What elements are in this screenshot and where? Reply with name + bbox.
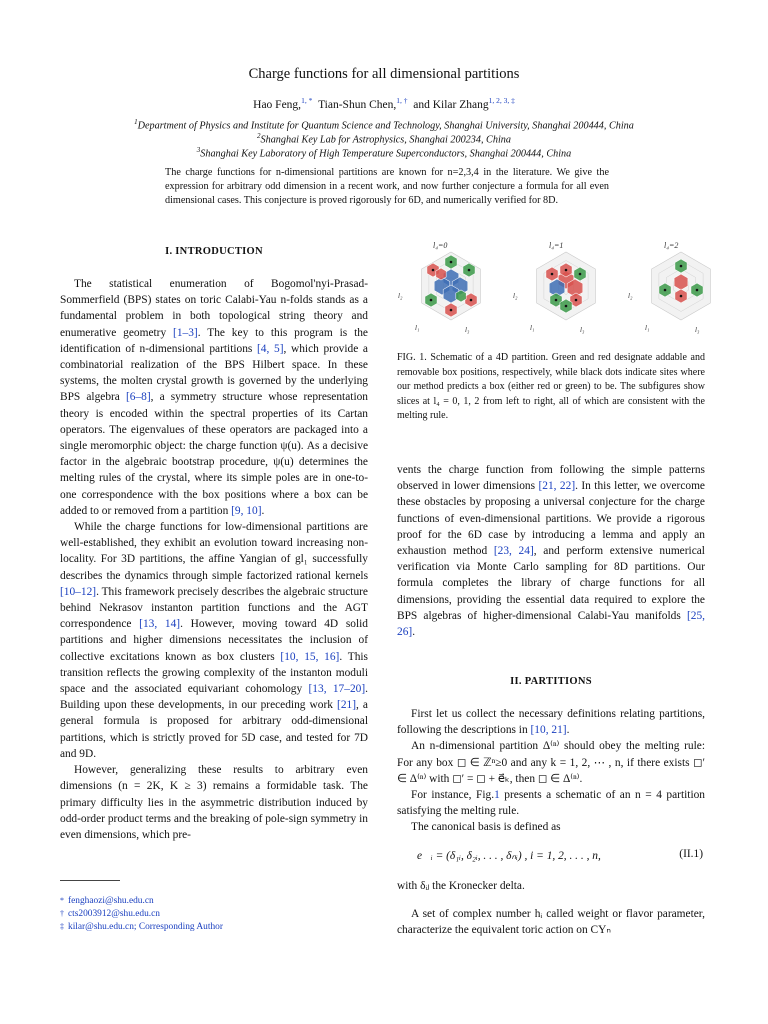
predicted-site-dot xyxy=(680,265,683,268)
right-column-top xyxy=(397,462,705,640)
predicted-site-dot xyxy=(450,309,453,312)
equation-body: e⃗ᵢ = (δ₁ᵢ, δ₂ᵢ, . . . , δₙᵢ) , i = 1, 2, . . . , n, xyxy=(417,850,601,862)
axis-label-l3: l₃ xyxy=(465,326,470,334)
figure-caption: FIG. 1. Schematic of a 4D partition. Green and red designate addable and removable box positions, respectively, while black dots indicate sites where our method predicts a box (either red or green) to be. The subfigures show slices at l₄ = 0, 1, 2 from left to right, all of which are consistent with the melting rule. xyxy=(397,352,705,422)
predicted-site-dot xyxy=(664,289,667,292)
predicted-site-dot xyxy=(579,273,582,276)
equation-number: (II.1) xyxy=(679,848,703,860)
axis-label-l3: l₃ xyxy=(695,326,700,334)
affiliation-2: $^2$Shanghai Key Lab for Astrophysics, Shanghai 200234, China xyxy=(257,132,511,146)
figure-panel-l4-0 xyxy=(395,240,507,336)
citation-link[interactable]: [6–8] xyxy=(125,391,151,404)
author-1-marks: 1, * xyxy=(301,96,313,105)
paper-title: Charge functions for all dimensional partitions xyxy=(248,66,520,82)
kronecker-line: with δᵢⱼ the Kronecker delta. xyxy=(397,880,525,892)
axis-label-l3: l₃ xyxy=(580,326,585,334)
predicted-site-dot xyxy=(430,299,433,302)
citation-link[interactable]: [13, 17–20] xyxy=(308,683,366,696)
predicted-site-dot xyxy=(575,299,578,302)
predicted-site-dot xyxy=(696,289,699,292)
citation-link[interactable]: [21, 22] xyxy=(538,480,576,493)
footnote-3[interactable]: ‡ kilar@shu.edu.cn; Corresponding Author xyxy=(60,922,223,932)
red-box xyxy=(436,268,446,280)
intro-paragraph-1: The statistical enumeration of Bogomol'nyi-Prasad-Sommerfield (BPS) states on toric Calabi-Yau n-folds stands as a fundamental problem in both topological string theory and enumerative geometry [1–3]. The key to this program is the identification of n-dimensional partitions [4, 5], which provide a combinatorial realization of the BPS Hilbert space. In these systems, the molten crystal growth is governed by the underlying BPS algebra [6–8], a symmetry structure whose representation theory is encoded within the spectral properties of its Cartan operators. The eigenvalues of these operators are packaged into a single meromorphic object: the charge function ψ(u). As a decisive factor in the algebraic bootstrap procedure, ψ(u) determines the melting rules of the crystal, where its simple poles are in one-to-one correspondence with the box positions where a box can be added to or removed from a partition [9, 10]. xyxy=(60,278,368,517)
predicted-site-dot xyxy=(555,299,558,302)
footnote-2[interactable]: † cts2003912@shu.edu.cn xyxy=(60,909,160,919)
weights-paragraph: A set of complex number hᵢ called weight or flavor parameter, characterize the equivalent toric action on CYₙ xyxy=(397,908,705,937)
axis-label-l2: l₂ xyxy=(513,292,518,300)
predicted-site-dot xyxy=(432,269,435,272)
author-3: Kilar Zhang xyxy=(432,98,489,111)
predicted-site-dot xyxy=(468,269,471,272)
partitions-paragraph-2: An n-dimensional partition Δ⁽ⁿ⁾ should obey the melting rule: For any box ◻ ∈ ℤⁿ≥0 and any k = 1, 2, ⋯ , n, if there exists ◻′ ∈ Δ⁽ⁿ⁾ with ◻′ = ◻ + e⃗ₖ, then ◻ ∈ Δ⁽ⁿ⁾. xyxy=(397,740,705,785)
axis-label-l1: l₁ xyxy=(645,324,650,332)
green-box xyxy=(456,290,466,302)
panel-label-1: l₄=1 xyxy=(549,241,564,250)
section-heading-introduction: I. INTRODUCTION xyxy=(165,246,263,257)
right-paragraph-1: vents the charge function from following the simple patterns observed in lower dimensions [21, 22]. In this letter, we overcome these obstacles by proposing a universal conjecture for the charge functions of even-dimensional partitions. We provide a rigorous proof for the 6D case by introducing a lemma and apply an exhaustion method [23, 24], and perform extensive numerical verification via Monte Carlo sampling for 8D partitions. Our formula completes the library of charge functions for all dimensions, providing the essential data required to explore the BPS algebras of higher-dimensional Calabi-Yau manifolds [25, 26]. xyxy=(397,464,705,639)
right-column-bottom xyxy=(397,878,705,939)
author-2: Tian-Shun Chen, xyxy=(318,98,397,111)
figure-panel-l4-2 xyxy=(625,240,737,336)
intro-paragraph-3: However, generalizing these results to arbitrary even dimensions (n = 2K, K ≥ 3) remains a formidable task. The primary difficulty lies in the asymmetric distribution induced by odd-order product terms and the breaking of pole-sign symmetry in even dimensions, which pre- xyxy=(60,764,368,841)
partitions-paragraph-4: The canonical basis is defined as xyxy=(411,821,561,834)
footnote-rule xyxy=(60,880,120,881)
affiliation-3: $^3$Shanghai Key Laboratory of High Temperature Superconductors, Shanghai 200444, China xyxy=(196,146,572,160)
figure-ref-link[interactable]: 1 xyxy=(494,789,500,802)
section-heading-partitions: II. PARTITIONS xyxy=(510,676,592,687)
affiliation-1: $^1$Department of Physics and Institute for Quantum Science and Technology, Shanghai University, Shanghai 200444, China xyxy=(134,118,634,132)
predicted-site-dot xyxy=(565,305,568,308)
citation-link[interactable]: [10, 15, 16] xyxy=(280,650,340,663)
citation-link[interactable]: [10–12] xyxy=(60,585,97,598)
citation-link[interactable]: [10, 21] xyxy=(530,724,567,737)
citation-link[interactable]: [9, 10] xyxy=(231,504,262,517)
predicted-site-dot xyxy=(450,261,453,264)
predicted-site-dot xyxy=(470,299,473,302)
footnote-1[interactable]: * fenghaozi@shu.edu.cn xyxy=(60,896,154,906)
right-column-partitions xyxy=(397,706,705,836)
author-and: and xyxy=(413,98,430,111)
citation-link[interactable]: [25, 26] xyxy=(397,609,705,639)
author-1: Hao Feng, xyxy=(253,98,302,111)
predicted-site-dot xyxy=(565,269,568,272)
axis-label-l2: l₂ xyxy=(398,292,403,300)
partitions-paragraph-1: First let us collect the necessary definitions relating partitions, following the descriptions in [10, 21]. xyxy=(397,708,705,737)
predicted-site-dot xyxy=(551,273,554,276)
panel-label-2: l₄=2 xyxy=(664,241,679,250)
author-list xyxy=(0,96,768,111)
partitions-paragraph-3: For instance, Fig.1 presents a schematic of an n = 4 partition satisfying the melting rule. xyxy=(397,789,706,818)
figure-panel-l4-1 xyxy=(510,240,622,336)
citation-link[interactable]: [23, 24] xyxy=(493,545,534,558)
left-column xyxy=(60,276,368,843)
panel-label-0: l₄=0 xyxy=(433,241,448,250)
author-3-marks: 1, 2, 3, ‡ xyxy=(488,96,515,105)
author-2-marks: 1, † xyxy=(396,96,408,105)
predicted-site-dot xyxy=(680,295,683,298)
abstract: The charge functions for n-dimensional partitions are known for n=2,3,4 in the literature. We give the expression for arbitrary odd dimension in a recent work, and now further conjecture a formula for all even dimensional cases. This conjecture is proved rigorously for 6D, and numerically verified for 8D. xyxy=(165,167,609,206)
intro-paragraph-2: While the charge functions for low-dimensional partitions are well-established, they exhibit an evolution toward increasing non-locality. For 3D partitions, the affine Yangian of gl₁ successfully describes the dynamics through simple factorized rational kernels [10–12]. This framework precisely describes the algebraic structure behind Nekrasov instanton partition functions and the AGT correspondence [13, 14]. However, moving toward 4D solid partitions and higher dimensions necessitates the inclusion of collective excitations known as box clusters [10, 15, 16]. This transition reflects the growing complexity of the instanton moduli space and the associated equivariant cohomology [13, 17–20]. Building upon these developments, in our preceding work [21], a general formula is proposed for arbitrary odd-dimensional partitions, which is strictly proved for 5D case, and tested for 7D and 9D. xyxy=(60,521,368,760)
citation-link[interactable]: [4, 5] xyxy=(257,342,284,355)
axis-label-l1: l₁ xyxy=(530,324,535,332)
axis-label-l2: l₂ xyxy=(628,292,633,300)
citation-link[interactable]: [1–3] xyxy=(173,326,198,339)
citation-link[interactable]: [13, 14] xyxy=(139,618,181,631)
citation-link[interactable]: [21] xyxy=(337,699,357,712)
axis-label-l1: l₁ xyxy=(415,324,420,332)
